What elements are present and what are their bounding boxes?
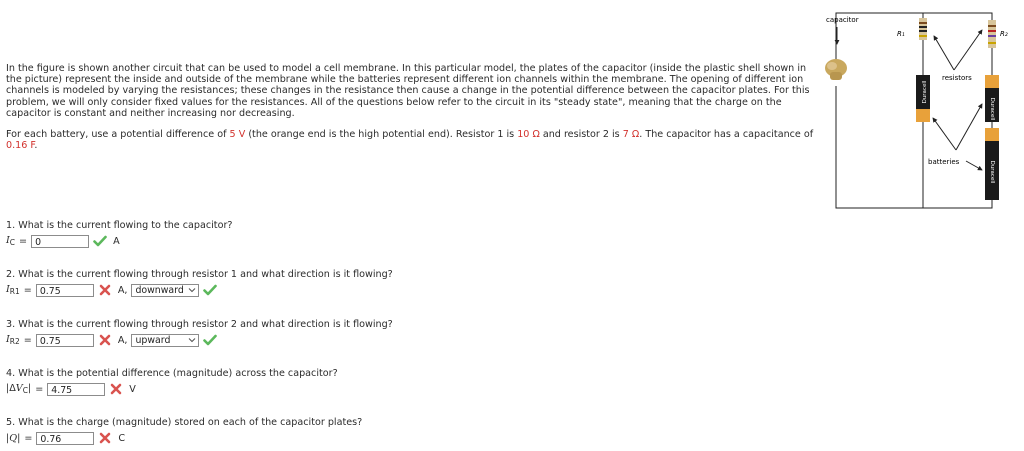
text: and resistor 2 is xyxy=(539,129,623,141)
answer-input-3[interactable]: 0.75 xyxy=(36,334,94,347)
check-icon xyxy=(93,235,107,247)
variable-prefix: | xyxy=(6,432,10,444)
text: . xyxy=(34,140,38,152)
variable-suffix: | xyxy=(27,383,32,394)
resistor1-value: 10 Ω xyxy=(517,129,540,141)
resistor2-value: 7 Ω xyxy=(622,129,640,141)
cross-icon xyxy=(98,334,112,346)
check-icon xyxy=(203,284,217,296)
equals-sign: = xyxy=(19,235,28,247)
batteries-arrow-mid xyxy=(956,104,982,150)
cross-icon xyxy=(109,383,123,395)
variable-label xyxy=(6,433,20,444)
variable-symbol: I xyxy=(6,284,10,295)
direction-select-2[interactable] xyxy=(131,284,199,297)
unit-label: V xyxy=(129,383,136,395)
resistors-arrow-left xyxy=(934,36,954,70)
capacitor-component xyxy=(825,59,847,80)
batteries-arrow-right xyxy=(966,161,982,170)
problem-statement xyxy=(6,63,818,151)
question-5 xyxy=(6,416,362,446)
answer-input-2[interactable]: 0.75 xyxy=(36,284,94,297)
variable-subscript: R1 xyxy=(9,287,20,296)
batteries-arrow-left xyxy=(933,118,956,150)
variable-label xyxy=(6,334,20,346)
chevron-down-icon xyxy=(188,287,196,293)
text: For each battery, use a potential difference of xyxy=(6,129,230,141)
resistor-1 xyxy=(919,18,927,40)
question-2-prompt: 2. What is the current flowing through resistor 1 and what direction is it flowing? xyxy=(6,269,393,280)
direction-select-3[interactable] xyxy=(131,334,199,347)
unit-label: C xyxy=(118,432,126,444)
question-2 xyxy=(6,268,393,298)
variable-label xyxy=(6,235,15,247)
unit-label: A, xyxy=(117,284,128,296)
equals-sign: = xyxy=(24,432,33,444)
text: . The capacitor has a capacitance of xyxy=(639,129,814,141)
variable-subscript: C xyxy=(9,238,16,247)
resistor-2 xyxy=(988,20,996,48)
capacitor-label: capacitor xyxy=(826,16,859,24)
equals-sign: = xyxy=(23,334,32,346)
equals-sign: = xyxy=(23,284,32,296)
equals-sign: = xyxy=(35,383,44,395)
question-1-prompt: 1. What is the current flowing to the capacitor? xyxy=(6,220,233,231)
question-5-prompt: 5. What is the charge (magnitude) stored on each of the capacitor plates? xyxy=(6,417,363,428)
variable-suffix: | xyxy=(17,432,21,444)
battery-2-brand: Duracell xyxy=(989,97,995,121)
question-3 xyxy=(6,318,393,348)
check-icon xyxy=(203,334,217,346)
variable-symbol: Q xyxy=(9,432,18,444)
answer-input-4[interactable]: 4.75 xyxy=(47,383,105,396)
variable-symbol: V xyxy=(15,383,23,394)
variable-prefix: |Δ xyxy=(6,383,16,394)
direction-select-value: upward xyxy=(135,334,171,346)
intro-paragraph-1: In the figure is shown another circuit that can be used to model a cell membrane. In this particular model, the plates of the capacitor (inside the plastic shell shown in the picture) represent the inside and outside of the membrane while the batteries represent different ion channels within the membrane. The opening of different ion channels is modeled by varying the resistances; these changes in the resistance then cause a change in the potential difference between the capacitor plates. For this problem, we will only consider fixed values for the resistances. All of the questions below refer to the circuit in its "steady state", meaning that the charge on the capacitor is constant and neither increasing nor decreasing. xyxy=(6,63,810,119)
question-4 xyxy=(6,367,338,397)
variable-symbol: I xyxy=(6,235,10,246)
battery-voltage-value: 5 V xyxy=(229,129,246,141)
battery-2 xyxy=(985,75,999,122)
r1-label: R₁ xyxy=(897,30,905,38)
battery-1-brand: Duracell xyxy=(922,80,928,104)
variable-symbol-wrap xyxy=(16,383,28,394)
variable-label xyxy=(6,284,20,296)
battery-3-brand: Duracell xyxy=(989,160,995,184)
question-3-prompt: 3. What is the current flowing through resistor 2 and what direction is it flowing? xyxy=(6,319,393,330)
direction-select-value: downward xyxy=(135,284,184,296)
cross-icon xyxy=(98,284,112,296)
question-4-prompt: 4. What is the potential difference (magnitude) across the capacitor? xyxy=(6,368,338,379)
resistors-label: resistors xyxy=(942,74,972,82)
question-1 xyxy=(6,219,232,249)
r2-label: R₂ xyxy=(1000,30,1008,38)
variable-symbol: I xyxy=(6,334,10,345)
battery-1 xyxy=(916,75,930,122)
resistors-arrow-right xyxy=(954,30,982,70)
variable-subscript: R2 xyxy=(9,337,20,346)
chevron-down-icon xyxy=(188,337,196,343)
intro-paragraph-2 xyxy=(6,129,818,151)
capacitance-value: 0.16 F xyxy=(6,140,35,152)
unit-label: A, xyxy=(117,334,128,346)
cross-icon xyxy=(98,432,112,444)
variable-subscript: C xyxy=(22,386,28,395)
text: (the orange end is the high potential end). Resistor 1 is xyxy=(245,129,518,141)
variable-label xyxy=(6,383,31,395)
answer-input-1[interactable]: 0 xyxy=(31,235,89,248)
batteries-label: batteries xyxy=(928,158,960,166)
battery-3 xyxy=(985,128,999,200)
circuit-wires xyxy=(836,13,992,208)
circuit-diagram xyxy=(820,0,1024,215)
unit-label: A xyxy=(113,235,120,247)
answer-input-5[interactable]: 0.76 xyxy=(36,432,94,445)
